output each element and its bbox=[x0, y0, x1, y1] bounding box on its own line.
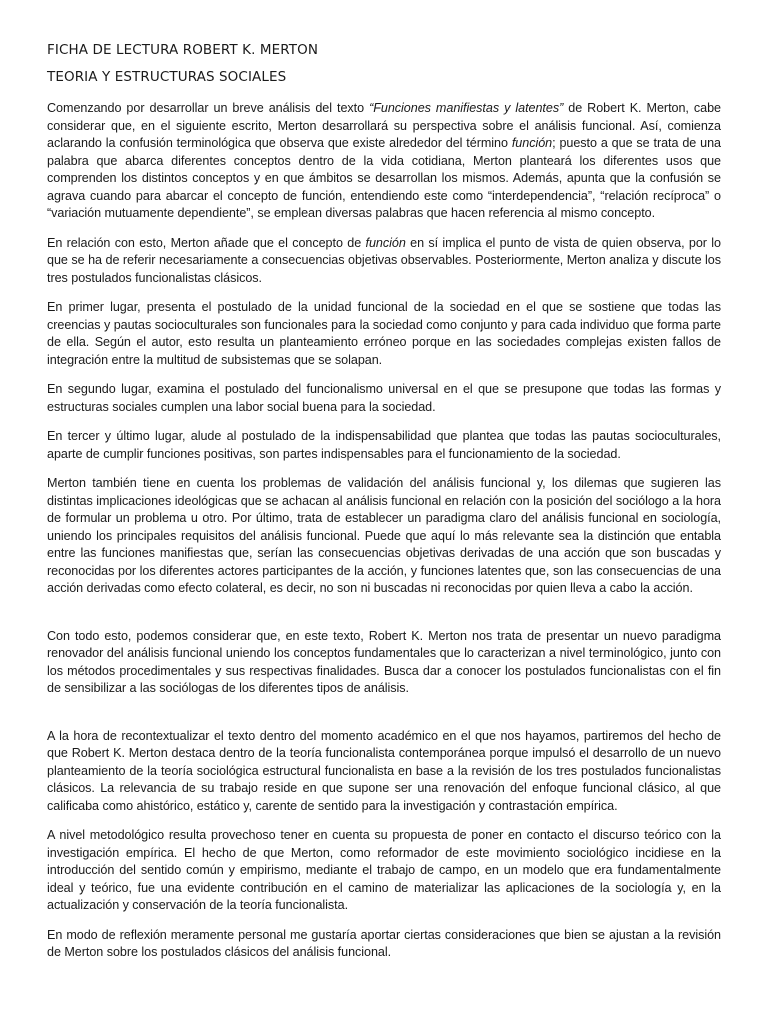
paragraph-8: A la hora de recontextualizar el texto dentro del momento académico en el que nos hayamos, partiremos del hecho de que Robert K. Merton destaca dentro de la teoría funcionalista contemporánea porque impulsó el desarrollo de un nuevo planteamiento de la teoría sociológica estructural funcionalista en base a la revisión de los tres postulados funcionalistas clásicos. La relevancia de su trabajo reside en que supone ser una renovación del enfoque funcional clásico, al que calificaba como ahistórico, estático y, carente de sentido para la investigación y contrastación empírica. bbox=[47, 728, 721, 813]
paragraph-2 bbox=[47, 235, 721, 288]
paragraph-2-text-c: en sí implica el punto de vista de quien observa, por lo que se ha de referir necesariamente a consecuencias objetivas observables. Posteriormente, Merton analiza y discute los tres postulados funcionalistas clásicos. bbox=[47, 235, 721, 285]
paragraph-7: Con todo esto, podemos considerar que, en este texto, Robert K. Merton nos trata de presentar un nuevo paradigma renovador del análisis funcional uniendo los conceptos fundamentales que lo caracterizan a nivel terminológico, junto con los métodos procedimentales y sus respectivas finalidades. Busca dar a conocer los postulados funcionalistas con el fin de sensibilizar a las sociólogas de los diferentes tipos de análisis. bbox=[47, 628, 721, 695]
paragraph-9: A nivel metodológico resulta provechoso tener en cuenta su propuesta de poner en contacto el discurso teórico con la investigación empírica. El hecho de que Merton, como reformador de este movimiento sociológico incidiese en la introducción del sentido común y empirismo, mediante el trabajo de campo, en un modelo que era fundamentalmente ideal y teórico, fue una evidente contribución en el camino de materializar las aplicaciones de la sociología y, en la actualización y conservación de la teoría funcionalista. bbox=[47, 828, 721, 912]
document-page bbox=[47, 40, 721, 974]
paragraph-1-italic-term: función bbox=[511, 136, 553, 150]
paragraph-1-text-c: de Robert K. Merton, cabe considerar que, en el siguiente escrito, Merton desarrollará su perspectiva sobre el análisis funcional. Así, comienza aclarando la confusión terminológica que observa que existe alrededor del término bbox=[47, 101, 722, 150]
paragraph-2-text-a: En relación con esto, Merton añade que el concepto de bbox=[47, 235, 366, 250]
paragraph-3: En primer lugar, presenta el postulado de la unidad funcional de la sociedad en el que se sostiene que todas las creencias y pautas socioculturales son funcionales para la sociedad como conjunto y para cada individuo que forma parte de ella. Según el autor, esto resulta un planteamiento erróneo porque en las sociedades complejas existen fallos de integración entre la multitud de subsistemas que se solapan. bbox=[47, 300, 721, 367]
paragraph-1-italic-title: “Funciones manifiestas y latentes” bbox=[369, 101, 564, 115]
document-subtitle: TEORIA Y ESTRUCTURAS SOCIALES bbox=[47, 69, 287, 85]
paragraph-4: En segundo lugar, examina el postulado del funcionalismo universal en el que se presupone que todas las formas y estructuras sociales cumplen una labor social buena para la sociedad. bbox=[47, 382, 721, 414]
paragraph-1 bbox=[47, 100, 721, 223]
paragraph-1-text-a: Comenzando por desarrollar un breve análisis del texto bbox=[47, 101, 370, 115]
paragraph-1-text-e: ; puesto a que se trata de una palabra que abarca diferentes conceptos dentro de la vida cotidiana, Merton planteará los diferentes usos que comprenden los distintos conceptos y en que ámbitos se desarrollan los mismos. Además, apunta que la confusión se agrava cuando para abarcar el concepto de función, entendiendo este como “interdependencia”, “relación recíproca” o “variación mutuamente dependiente”, se emplean diversas palabras que hacen referencia al mismo concepto. bbox=[47, 136, 721, 220]
paragraph-6: Merton también tiene en cuenta los problemas de validación del análisis funcional y, los dilemas que sugieren las distintas implicaciones ideológicas que se achacan al análisis funcional en relación con la posición del sociólogo a la hora de formular un problema u otro. Por último, trata de establecer un paradigma claro del análisis funcional en sociología, uniendo los principales requisitos del análisis funcional. Puede que aquí lo más relevante sea la distinción que entabla entre las funciones manifiestas que, serían las consecuencias objetivas derivadas de una acción que son buscadas y reconocidas por los diferentes actores participantes de la acción, y funciones latentes que, son las consecuencias de una acción derivadas como efecto colateral, es decir, no son ni buscadas ni reconocidas por quien lleva a cabo la acción. bbox=[47, 476, 721, 595]
paragraph-5: En tercer y último lugar, alude al postulado de la indispensabilidad que plantea que todas las pautas socioculturales, aparte de cumplir funciones positivas, son partes indispensables para el funcionamiento de la sociedad. bbox=[47, 429, 721, 461]
paragraph-10: En modo de reflexión meramente personal me gustaría aportar ciertas consideraciones que bien se ajustan a la revisión de Merton sobre los postulados clásicos del análisis funcional. bbox=[47, 927, 721, 959]
paragraph-2-italic-term: función bbox=[365, 235, 406, 250]
document-title: FICHA DE LECTURA ROBERT K. MERTON bbox=[47, 42, 319, 58]
